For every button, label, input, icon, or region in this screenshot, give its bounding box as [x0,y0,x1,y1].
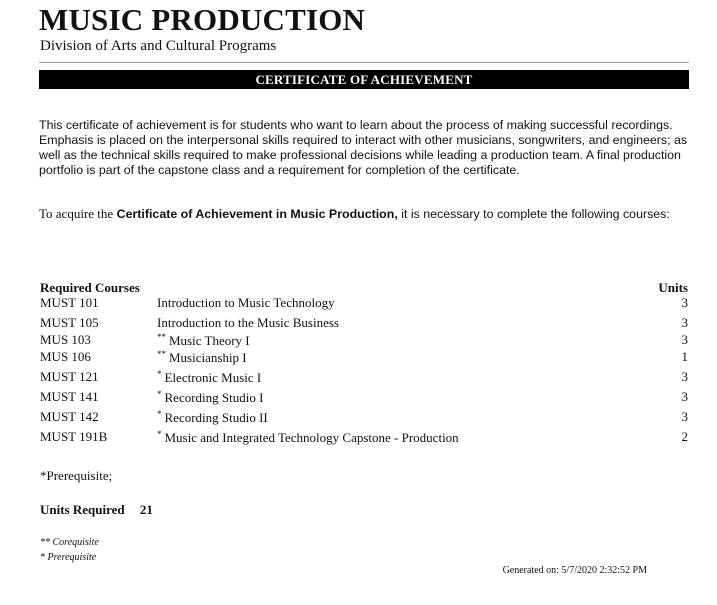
course-title: Musicianship I [169,350,247,365]
course-requisite-mark: * [157,369,162,379]
table-row [40,369,689,389]
units-required-label: Units Required [40,502,125,517]
table-row [40,332,689,349]
course-requisite-mark: * [157,409,162,419]
course-units: 3 [681,295,688,310]
course-name [157,369,261,386]
course-rows [40,295,689,449]
course-code: MUS 103 [40,332,91,347]
course-title: Introduction to Music Technology [157,295,335,310]
table-row [40,315,689,332]
course-code: MUST 121 [40,369,99,384]
course-code: MUST 141 [40,389,99,404]
course-units: 3 [681,315,688,330]
table-row [40,429,689,449]
table-row [40,349,689,369]
requirement-tail: it is necessary to complete the following courses: [401,207,670,221]
generated-timestamp: Generated on: 5/7/2020 2:32:52 PM [502,565,647,576]
course-table [40,280,689,449]
course-title: Music Theory I [169,333,250,348]
course-code: MUS 106 [40,349,91,364]
course-requisite-mark: ** [157,332,166,342]
requirement-statement [39,206,689,222]
course-units: 3 [681,409,688,424]
course-name [157,429,459,446]
course-requisite-mark: * [157,429,162,439]
course-units: 2 [681,429,688,444]
page-subtitle: Division of Arts and Cultural Programs [40,38,277,54]
page-title: MUSIC PRODUCTION [39,2,366,37]
program-description: This certificate of achievement is for students who want to learn about the process of making successful recordings. Emphasis is placed on the interpersonal skills required to interact with other musicians, songwriters, and engineers; as well as the technical skills required to make professional decisions while leading a production team. A final production portfolio is part of the capstone class and a requirement for completion of the certificate. [39,118,688,177]
header-divider [39,62,689,63]
course-title: Recording Studio II [164,410,268,425]
course-units: 3 [681,369,688,384]
course-name [157,409,268,426]
requirement-lead: To acquire the [39,206,114,221]
certificate-banner: CERTIFICATE OF ACHIEVEMENT [39,70,689,89]
course-table-header [40,280,689,295]
course-code: MUST 105 [40,315,99,330]
units-required [40,502,153,518]
prerequisite-footnote: *Prerequisite; [40,468,113,483]
table-row [40,389,689,409]
course-title: Introduction to the Music Business [157,315,339,330]
course-name [157,315,339,331]
course-units: 1 [681,349,688,364]
course-name [157,389,263,406]
course-title: Music and Integrated Technology Capstone - Production [164,430,459,445]
header-required-courses: Required Courses [40,280,140,295]
course-units: 3 [681,332,688,347]
course-requisite-mark: * [157,389,162,399]
course-code: MUST 142 [40,409,99,424]
table-row [40,409,689,429]
legend-prerequisite: * Prerequisite [40,552,97,563]
legend-corequisite: ** Corequisite [40,537,99,548]
course-title: Electronic Music I [164,370,262,385]
table-row [40,295,689,315]
course-code: MUST 191B [40,429,108,444]
course-requisite-mark: ** [157,349,166,359]
course-units: 3 [681,389,688,404]
certificate-name: Certificate of Achievement in Music Production, [116,207,398,221]
header-units: Units [658,280,688,295]
course-code: MUST 101 [40,295,99,310]
course-name [157,295,335,311]
course-name [157,332,250,349]
course-name [157,349,247,366]
course-title: Recording Studio I [164,390,264,405]
units-required-value: 21 [139,502,153,517]
